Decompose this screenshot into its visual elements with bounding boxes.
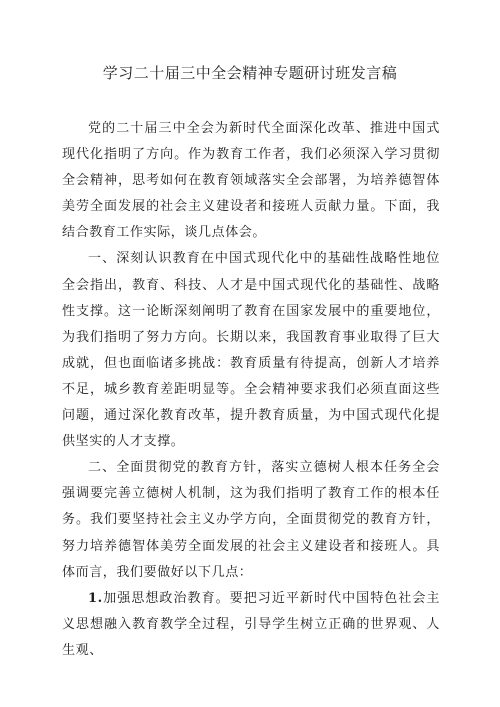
document-body [62,116,440,664]
list-item-number: 1. [88,590,103,606]
document-title: 学习二十届三中全会精神专题研讨班发言稿 [102,64,398,82]
intro-paragraph: 党的二十届三中全会为新时代全面深化改革、推进中国式现代化指明了方向。作为教育工作者，我们必须深入学习贯彻全会精神，思考如何在教育领域落实全会部署，为培养德智体美劳全面发展的社会主义建设者和接班人贡献力量。下面，我结合教育工作实际，谈几点体会。 [62,121,440,241]
section-two-paragraph: 二、全面贯彻党的教育方针，落实立德树人根本任务全会强调要完善立德树人机制，这为我们指明了教育工作的根本任务。我们要坚持社会主义办学方向，全面贯彻党的教育方针，努力培养德智体美劳全面发展的社会主义建设者和接班人。具体而言，我们要做好以下几点： [62,460,440,580]
list-item-text: 加强思想政治教育。要把习近平新时代中国特色社会主义思想融入教育教学全过程，引导学生树立正确的世界观、人生观、 [62,590,440,658]
list-item-one [62,586,440,664]
section-one-paragraph: 一、深刻认识教育在中国式现代化中的基础性战略性地位全会指出，教育、科技、人才是中国式现代化的基础性、战略性支撑。这一论断深刻阐明了教育在国家发展中的重要地位，为我们指明了努力方向。长期以来，我国教育事业取得了巨大成就，但也面临诸多挑战：教育质量有待提高，创新人才培养不足，城乡教育差距明显等。全会精神要求我们必须直面这些问题，通过深化教育改革，提升教育质量，为中国式现代化提供坚实的人才支撑。 [62,251,440,450]
